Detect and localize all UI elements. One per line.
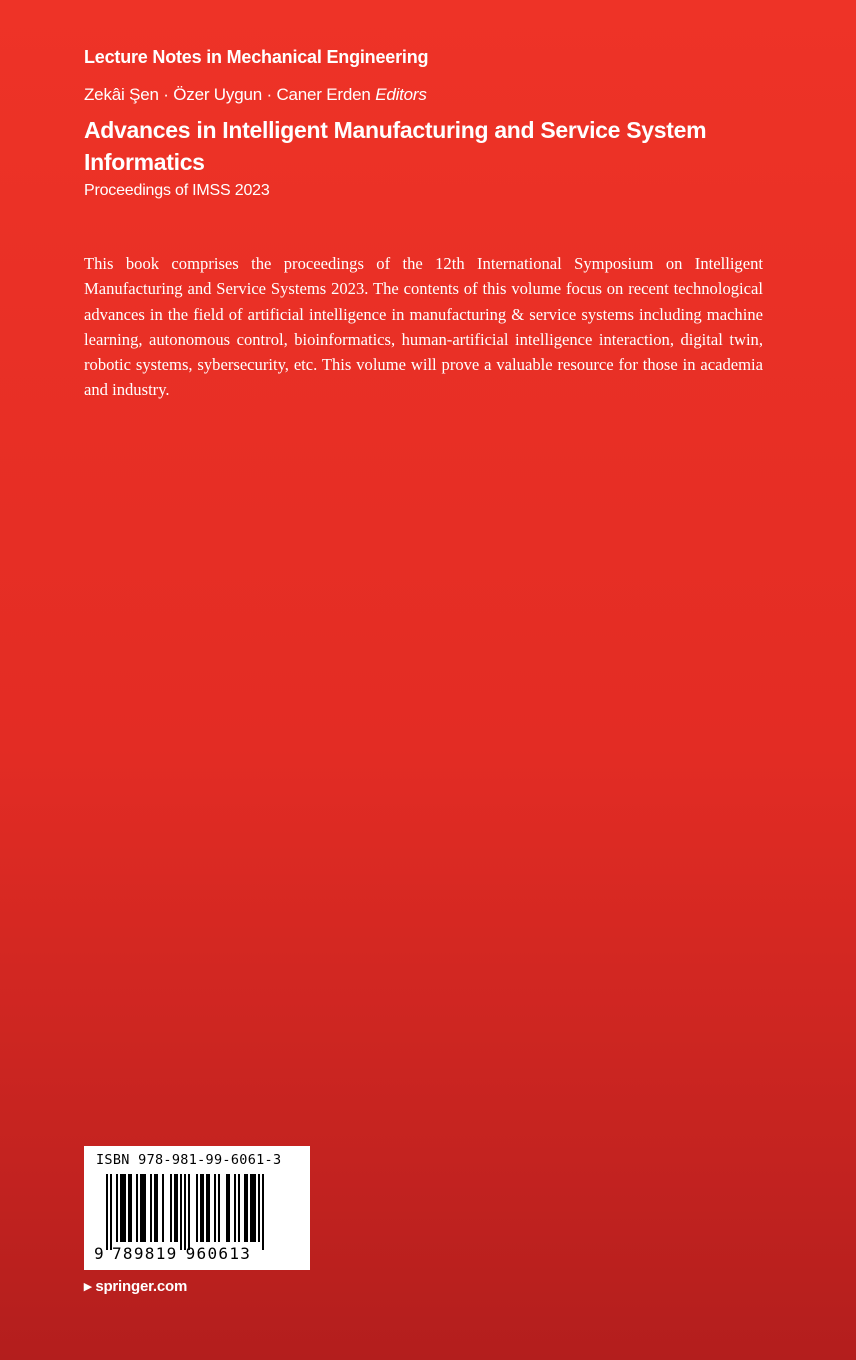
- book-description: This book comprises the proceedings of the 12th International Symposium on Intelligent Manufacturing and Service Systems 2023. The contents of this volume focus on recent technological advances in the field of artificial intelligence in manufacturing & service systems including machine learning, autonomous control, bioinformatics, human-artificial intelligence interaction, digital twin, robotic systems, sybersecurity, etc. This volume will prove a valuable resource for those in academia and industry.: [84, 254, 763, 400]
- barcode-bar: [250, 1174, 256, 1242]
- barcode-bar: [234, 1174, 236, 1242]
- barcode-panel: [84, 1146, 310, 1270]
- barcode-bar: [184, 1174, 186, 1250]
- barcode-bar: [206, 1174, 210, 1242]
- barcode-digits-left: 789819: [112, 1244, 178, 1263]
- barcode-bar: [150, 1174, 152, 1242]
- barcode-bar: [262, 1174, 264, 1250]
- barcode-digits: [94, 1244, 251, 1263]
- barcode-bar: [200, 1174, 204, 1242]
- editor-names: Zekâi Şen · Özer Uygun · Caner Erden: [84, 85, 371, 104]
- publisher-link[interactable]: [84, 1277, 187, 1295]
- barcode-icon: [106, 1174, 302, 1250]
- barcode-bar: [170, 1174, 172, 1242]
- barcode-bar: [226, 1174, 230, 1242]
- editors-role: Editors: [375, 85, 427, 104]
- publisher-url: springer.com: [95, 1278, 188, 1295]
- series-name: Lecture Notes in Mechanical Engineering: [84, 47, 429, 67]
- editors-line: [84, 85, 427, 105]
- barcode-digit-first: 9: [94, 1244, 104, 1263]
- barcode-bar: [106, 1174, 108, 1250]
- barcode-bar: [214, 1174, 216, 1242]
- arrow-right-icon: ▸: [84, 1278, 92, 1295]
- book-title: Advances in Intelligent Manufacturing and Service System Informatics: [84, 117, 707, 175]
- barcode-bar: [116, 1174, 118, 1242]
- barcode-bar: [180, 1174, 182, 1250]
- isbn-label: ISBN 978-981-99-6061-3: [96, 1152, 282, 1168]
- barcode-bar: [174, 1174, 178, 1242]
- barcode-bar: [218, 1174, 220, 1242]
- barcode-bar: [140, 1174, 146, 1242]
- barcode-bar: [120, 1174, 126, 1242]
- barcode-bar: [244, 1174, 248, 1242]
- book-subtitle: Proceedings of IMSS 2023: [84, 182, 270, 199]
- barcode-bar: [136, 1174, 138, 1242]
- barcode-bar: [196, 1174, 198, 1242]
- barcode-bar: [162, 1174, 164, 1242]
- barcode-bar: [154, 1174, 158, 1242]
- barcode-bar: [128, 1174, 132, 1242]
- barcode-bar: [258, 1174, 260, 1242]
- barcode-bar: [188, 1174, 190, 1250]
- barcode-bar: [110, 1174, 112, 1250]
- barcode-bar: [238, 1174, 240, 1242]
- barcode-digits-right: 960613: [185, 1244, 252, 1263]
